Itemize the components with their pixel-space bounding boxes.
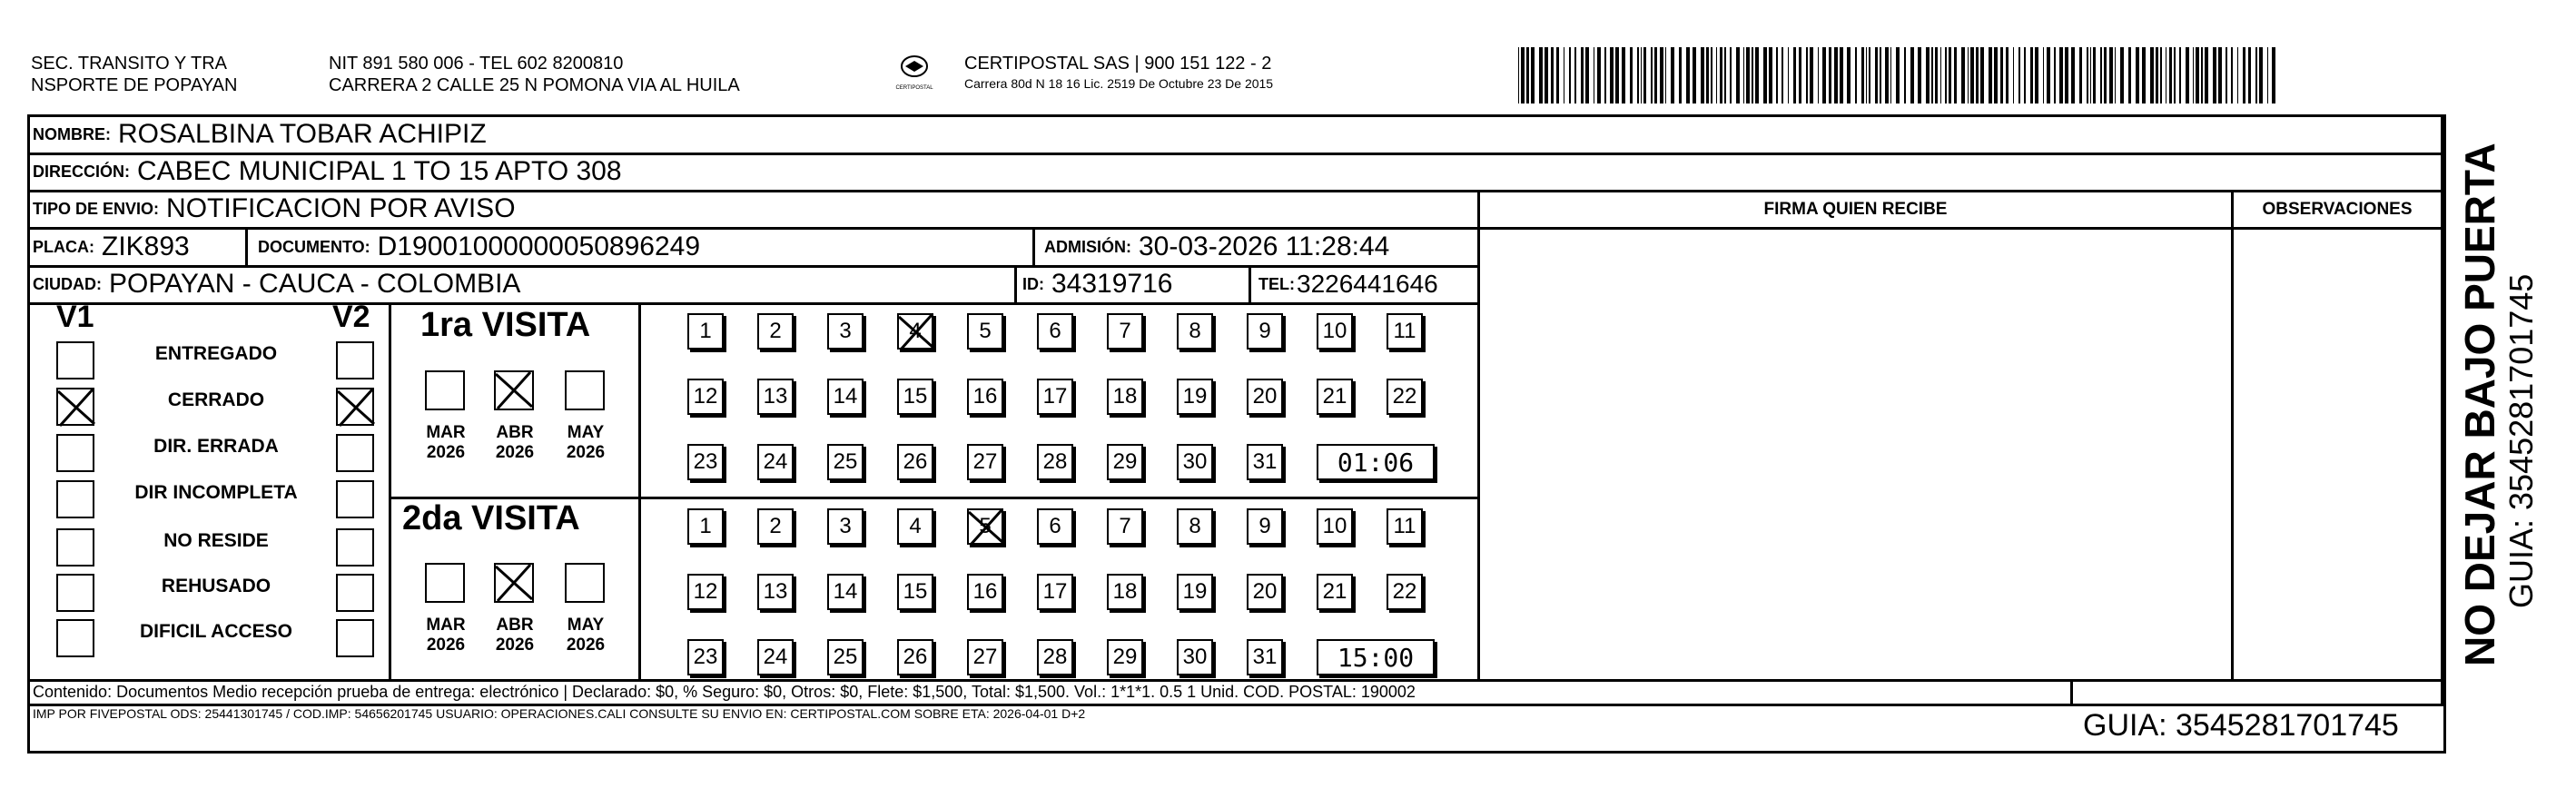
barcode-bar bbox=[2013, 47, 2014, 103]
day-box[interactable]: 21 bbox=[1317, 379, 1353, 415]
v1-checkbox[interactable] bbox=[56, 480, 94, 518]
day-box[interactable]: 23 bbox=[687, 639, 724, 675]
barcode-bar bbox=[1904, 47, 1907, 103]
barcode-bar bbox=[2272, 47, 2275, 103]
nombre-value: ROSALBINA TOBAR ACHIPIZ bbox=[118, 119, 487, 149]
barcode-bar bbox=[2018, 47, 2021, 103]
barcode-bar bbox=[2243, 47, 2245, 103]
day-box[interactable]: 8 bbox=[1177, 313, 1213, 350]
barcode-bar bbox=[1976, 47, 1979, 103]
v2-checkbox[interactable] bbox=[336, 434, 374, 472]
month-label: MAY bbox=[567, 423, 605, 442]
barcode-bar bbox=[1679, 47, 1682, 103]
barcode-bar bbox=[2160, 47, 2163, 103]
barcode-bar bbox=[1597, 47, 1601, 103]
firma-header: FIRMA QUIEN RECIBE bbox=[1763, 200, 1948, 219]
barcode-bar bbox=[2104, 47, 2107, 103]
barcode-bar bbox=[1818, 47, 1819, 103]
year-label: 2026 bbox=[426, 443, 466, 462]
barcode-bar bbox=[2237, 47, 2238, 103]
month-label: MAY bbox=[567, 616, 605, 635]
barcode-bar bbox=[1518, 47, 1519, 103]
day-box[interactable]: 5 bbox=[967, 508, 1003, 545]
barcode-bar bbox=[1918, 47, 1921, 103]
month-checkbox[interactable] bbox=[494, 563, 534, 603]
barcode-bar bbox=[2087, 47, 2089, 103]
barcode-bar bbox=[1855, 47, 1858, 103]
barcode-bar bbox=[1643, 47, 1646, 103]
sender-name-line1: SEC. TRANSITO Y TRA bbox=[31, 54, 227, 74]
barcode-bar bbox=[2035, 47, 2038, 103]
barcode-bar bbox=[1610, 47, 1614, 103]
year-label: 2026 bbox=[495, 443, 535, 462]
year-label: 2026 bbox=[566, 635, 606, 655]
visit2-title: 2da VISITA bbox=[402, 499, 580, 537]
tel-value: 3226441646 bbox=[1297, 270, 1438, 298]
tipo-row bbox=[33, 191, 516, 227]
documento-cell bbox=[258, 229, 700, 265]
barcode-bar bbox=[1531, 47, 1535, 103]
barcode-bar bbox=[2193, 47, 2194, 103]
day-box[interactable]: 14 bbox=[827, 379, 864, 415]
barcode-bar bbox=[1622, 47, 1625, 103]
placa-cell bbox=[33, 229, 190, 265]
sender-info bbox=[329, 53, 740, 96]
barcode-bar bbox=[2150, 47, 2154, 103]
status-label: REHUSADO bbox=[161, 576, 271, 596]
check-mark-icon bbox=[965, 507, 1005, 547]
barcode-bar bbox=[2196, 47, 2199, 103]
admision-value: 30-03-2026 11:28:44 bbox=[1139, 232, 1390, 261]
day-box[interactable]: 7 bbox=[1107, 313, 1143, 350]
day-box[interactable]: 12 bbox=[687, 574, 724, 610]
barcode-bar bbox=[1545, 47, 1548, 103]
barcode-bar bbox=[1637, 47, 1640, 103]
footer-imp: IMP POR FIVEPOSTAL ODS: 25441301745 / COD.IMP: 54656201745 USUARIO: OPERACIONES.CALI CONSULTE SU ENVIO EN: CERTIPOSTAL.COM SOBRE ETA: 2026-04-01 D+2 bbox=[33, 706, 1086, 721]
barcode-bar bbox=[1970, 47, 1974, 103]
barcode-bar bbox=[2142, 47, 2146, 103]
month-label: ABR bbox=[496, 423, 534, 442]
barcode-bar bbox=[1604, 47, 1607, 103]
carrier-info bbox=[964, 53, 1273, 93]
barcode-bar bbox=[1641, 47, 1642, 103]
v1-checkbox[interactable] bbox=[56, 619, 94, 657]
v1-checkbox[interactable] bbox=[56, 388, 94, 426]
barcode-bar bbox=[2071, 47, 2075, 103]
year-label: 2026 bbox=[426, 635, 466, 655]
barcode-bar bbox=[1945, 47, 1948, 103]
day-box[interactable]: 18 bbox=[1107, 379, 1143, 415]
admision-cell bbox=[1044, 229, 1389, 265]
barcode-bar bbox=[1861, 47, 1864, 103]
status-label: DIR INCOMPLETA bbox=[134, 482, 298, 503]
sender-address: CARRERA 2 CALLE 25 N POMONA VIA AL HUILA bbox=[329, 75, 740, 95]
barcode-bar bbox=[1793, 47, 1796, 103]
day-box[interactable]: 16 bbox=[967, 379, 1003, 415]
barcode-bar bbox=[1931, 47, 1934, 103]
barcode-bar bbox=[1880, 47, 1882, 103]
month-checkbox[interactable] bbox=[494, 370, 534, 410]
direccion-row bbox=[33, 153, 622, 190]
day-box[interactable]: 10 bbox=[1317, 508, 1353, 545]
barcode-bar bbox=[1551, 47, 1554, 103]
barcode-bar bbox=[1730, 47, 1732, 103]
barcode-bar bbox=[1654, 47, 1657, 103]
barcode-bar bbox=[1701, 47, 1704, 103]
barcode-bar bbox=[1711, 47, 1713, 103]
barcode-bar bbox=[2024, 47, 2027, 103]
barcode-bar bbox=[2059, 47, 2063, 103]
day-box[interactable]: 10 bbox=[1317, 313, 1353, 350]
visit1-title: 1ra VISITA bbox=[420, 306, 591, 344]
day-box[interactable]: 21 bbox=[1317, 574, 1353, 610]
barcode-bar bbox=[1810, 47, 1813, 103]
barcode-bar bbox=[1866, 47, 1867, 103]
v2-checkbox[interactable] bbox=[336, 574, 374, 612]
barcode-bar bbox=[1890, 47, 1891, 103]
barcode-bar bbox=[1869, 47, 1871, 103]
status-label: ENTREGADO bbox=[154, 343, 278, 364]
barcode-bar bbox=[2169, 47, 2172, 103]
time-box[interactable]: 01:06 bbox=[1317, 444, 1435, 480]
check-mark-icon bbox=[54, 386, 96, 428]
barcode-bar bbox=[2259, 47, 2263, 103]
footer-contenido: Contenido: Documentos Medio recepción prueba de entrega: electrónico | Declarado: $0, % Seguro: $0, Otros: $0, Flete: $1,500, Total: $1,500. Vol.: 1*1*1. 0.5 1 Unid. COD. POSTAL: 190002 bbox=[33, 683, 1416, 701]
v1-checkbox[interactable] bbox=[56, 341, 94, 379]
barcode-bar bbox=[1556, 47, 1559, 103]
day-box[interactable]: 14 bbox=[827, 574, 864, 610]
barcode-bar bbox=[1671, 47, 1674, 103]
barcode-bar bbox=[2030, 47, 2033, 103]
barcode-bar bbox=[1896, 47, 1900, 103]
barcode-bar bbox=[1968, 47, 1969, 103]
barcode-bar bbox=[2186, 47, 2189, 103]
day-box[interactable]: 24 bbox=[757, 444, 794, 480]
carrier-name: CERTIPOSTAL SAS | 900 151 122 - 2 bbox=[964, 54, 1272, 74]
day-box[interactable]: 9 bbox=[1247, 313, 1283, 350]
day-box[interactable]: 6 bbox=[1037, 508, 1073, 545]
time-box[interactable]: 15:00 bbox=[1317, 639, 1435, 675]
barcode-bar bbox=[2047, 47, 2050, 103]
observaciones-area[interactable] bbox=[2234, 228, 2441, 679]
footer-guia: GUIA: 3545281701745 bbox=[2083, 708, 2399, 743]
id-value: 34319716 bbox=[1051, 269, 1173, 299]
observaciones-header: OBSERVACIONES bbox=[2262, 200, 2413, 219]
barcode-bar bbox=[1769, 47, 1772, 103]
barcode-bar bbox=[2006, 47, 2008, 103]
barcode-bar bbox=[1781, 47, 1784, 103]
day-box[interactable]: 28 bbox=[1037, 444, 1073, 480]
year-label: 2026 bbox=[495, 635, 535, 655]
day-box[interactable]: 22 bbox=[1387, 574, 1423, 610]
year-label: 2026 bbox=[566, 443, 606, 462]
day-box[interactable]: 11 bbox=[1387, 508, 1423, 545]
direccion-value: CABEC MUNICIPAL 1 TO 15 APTO 308 bbox=[137, 156, 622, 186]
barcode-bar bbox=[1724, 47, 1727, 103]
barcode-bar bbox=[2136, 47, 2139, 103]
barcode-bar bbox=[1746, 47, 1750, 103]
v1-checkbox[interactable] bbox=[56, 528, 94, 566]
day-box[interactable]: 30 bbox=[1177, 639, 1213, 675]
day-box[interactable]: 5 bbox=[967, 313, 1003, 350]
barcode-bar bbox=[1581, 47, 1584, 103]
barcode-bar bbox=[1834, 47, 1838, 103]
month-checkbox[interactable] bbox=[565, 370, 605, 410]
day-box[interactable]: 31 bbox=[1247, 444, 1283, 480]
barcode-bar bbox=[1716, 47, 1717, 103]
barcode-bar bbox=[1980, 47, 1984, 103]
status-label: NO RESIDE bbox=[163, 530, 269, 551]
month-checkbox[interactable] bbox=[425, 370, 465, 410]
day-box[interactable]: 2 bbox=[757, 313, 794, 350]
barcode-bar bbox=[1763, 47, 1767, 103]
check-mark-icon bbox=[334, 386, 376, 428]
day-box[interactable]: 20 bbox=[1247, 574, 1283, 610]
barcode-bar bbox=[1651, 47, 1653, 103]
month-label: MAR bbox=[426, 616, 466, 635]
day-box[interactable]: 4 bbox=[897, 508, 933, 545]
barcode-bar bbox=[2205, 47, 2208, 103]
day-box[interactable]: 28 bbox=[1037, 639, 1073, 675]
barcode-bar bbox=[2093, 47, 2096, 103]
day-box[interactable]: 18 bbox=[1107, 574, 1143, 610]
barcode-bar bbox=[2120, 47, 2124, 103]
barcode-bar bbox=[1847, 47, 1851, 103]
day-box[interactable]: 16 bbox=[967, 574, 1003, 610]
barcode-bar bbox=[1776, 47, 1779, 103]
v2-label: V2 bbox=[332, 300, 370, 334]
barcode-bar bbox=[1526, 47, 1529, 103]
barcode-bar bbox=[1630, 47, 1633, 103]
barcode-bar bbox=[2079, 47, 2082, 103]
barcode-bar bbox=[1935, 47, 1938, 103]
barcode-bar bbox=[2054, 47, 2057, 103]
barcode-bar bbox=[1720, 47, 1722, 103]
day-box[interactable]: 29 bbox=[1107, 639, 1143, 675]
side-warning: NO DEJAR BAJO PUERTA bbox=[2456, 143, 2503, 666]
day-box[interactable]: 1 bbox=[687, 313, 724, 350]
day-box[interactable]: 15 bbox=[897, 379, 933, 415]
id-cell bbox=[1022, 266, 1172, 302]
barcode-bar bbox=[2043, 47, 2044, 103]
day-box[interactable]: 23 bbox=[687, 444, 724, 480]
footer-frame bbox=[27, 679, 2446, 754]
day-box[interactable]: 19 bbox=[1177, 379, 1213, 415]
nombre-label: NOMBRE: bbox=[33, 125, 111, 143]
tipo-label: TIPO DE ENVIO: bbox=[33, 200, 160, 218]
barcode bbox=[1518, 47, 2274, 103]
barcode-bar bbox=[2226, 47, 2228, 103]
barcode-bar bbox=[2100, 47, 2103, 103]
placa-label: PLACA: bbox=[33, 238, 94, 256]
v1-checkbox[interactable] bbox=[56, 434, 94, 472]
barcode-bar bbox=[2255, 47, 2258, 103]
day-box[interactable]: 3 bbox=[827, 508, 864, 545]
barcode-bar bbox=[2231, 47, 2234, 103]
status-label: CERRADO bbox=[167, 389, 265, 410]
carrier-license: Carrera 80d N 18 16 Lic. 2519 De Octubre 23 De 2015 bbox=[964, 76, 1274, 91]
barcode-bar bbox=[2218, 47, 2222, 103]
barcode-bar bbox=[2065, 47, 2068, 103]
barcode-bar bbox=[2248, 47, 2251, 103]
barcode-bar bbox=[1539, 47, 1543, 103]
direccion-label: DIRECCIÓN: bbox=[33, 163, 130, 181]
nombre-row bbox=[33, 116, 487, 153]
day-box[interactable]: 4 bbox=[897, 313, 933, 350]
barcode-bar bbox=[2156, 47, 2158, 103]
placa-value: ZIK893 bbox=[102, 232, 190, 261]
day-box[interactable]: 25 bbox=[827, 444, 864, 480]
v2-checkbox[interactable] bbox=[336, 528, 374, 566]
day-box[interactable]: 2 bbox=[757, 508, 794, 545]
day-box[interactable]: 13 bbox=[757, 574, 794, 610]
day-box[interactable]: 30 bbox=[1177, 444, 1213, 480]
ciudad-value: POPAYAN - CAUCA - COLOMBIA bbox=[109, 269, 521, 299]
admision-label: ADMISIÓN: bbox=[1044, 238, 1131, 256]
ciudad-cell bbox=[33, 266, 520, 302]
day-box[interactable]: 17 bbox=[1037, 379, 1073, 415]
barcode-bar bbox=[1574, 47, 1577, 103]
barcode-bar bbox=[1806, 47, 1809, 103]
month-checkbox[interactable] bbox=[425, 563, 465, 603]
v1-checkbox[interactable] bbox=[56, 574, 94, 612]
tipo-value: NOTIFICACION POR AVISO bbox=[166, 193, 516, 223]
day-box[interactable]: 26 bbox=[897, 639, 933, 675]
v2-checkbox[interactable] bbox=[336, 388, 374, 426]
day-box[interactable]: 12 bbox=[687, 379, 724, 415]
day-box[interactable]: 29 bbox=[1107, 444, 1143, 480]
documento-label: DOCUMENTO: bbox=[258, 238, 370, 256]
status-label: DIFICIL ACCESO bbox=[139, 621, 292, 642]
month-label: ABR bbox=[496, 616, 534, 635]
barcode-bar bbox=[1989, 47, 1992, 103]
barcode-bar bbox=[1755, 47, 1759, 103]
side-frame bbox=[2443, 114, 2446, 706]
barcode-bar bbox=[1799, 47, 1801, 103]
barcode-bar bbox=[1949, 47, 1951, 103]
day-box[interactable]: 6 bbox=[1037, 313, 1073, 350]
barcode-bar bbox=[2267, 47, 2268, 103]
day-box[interactable]: 25 bbox=[827, 639, 864, 675]
check-mark-icon bbox=[492, 369, 534, 410]
v2-checkbox[interactable] bbox=[336, 480, 374, 518]
barcode-bar bbox=[1910, 47, 1914, 103]
check-mark-icon bbox=[492, 561, 534, 603]
firma-area[interactable] bbox=[1480, 228, 2231, 679]
day-box[interactable]: 15 bbox=[897, 574, 933, 610]
day-box[interactable]: 8 bbox=[1177, 508, 1213, 545]
day-box[interactable]: 31 bbox=[1247, 639, 1283, 675]
day-box[interactable]: 27 bbox=[967, 639, 1003, 675]
v2-checkbox[interactable] bbox=[336, 619, 374, 657]
barcode-bar bbox=[1706, 47, 1709, 103]
day-box[interactable]: 20 bbox=[1247, 379, 1283, 415]
barcode-bar bbox=[1994, 47, 1998, 103]
barcode-bar bbox=[1752, 47, 1754, 103]
day-box[interactable]: 27 bbox=[967, 444, 1003, 480]
v2-checkbox[interactable] bbox=[336, 341, 374, 379]
logo-icon bbox=[896, 53, 933, 80]
barcode-bar bbox=[1693, 47, 1696, 103]
certipostal-logo bbox=[892, 53, 937, 94]
barcode-bar bbox=[1926, 47, 1930, 103]
side-guia: GUIA: 3545281701745 bbox=[2502, 273, 2540, 608]
barcode-bar bbox=[1822, 47, 1826, 103]
ciudad-label: CIUDAD: bbox=[33, 275, 102, 293]
day-box[interactable]: 7 bbox=[1107, 508, 1143, 545]
barcode-bar bbox=[1875, 47, 1878, 103]
barcode-bar bbox=[1829, 47, 1831, 103]
barcode-bar bbox=[1521, 47, 1525, 103]
v1-label: V1 bbox=[56, 300, 94, 334]
barcode-bar bbox=[2179, 47, 2182, 103]
barcode-bar bbox=[1736, 47, 1740, 103]
barcode-bar bbox=[1940, 47, 1941, 103]
barcode-bar bbox=[1840, 47, 1843, 103]
day-box[interactable]: 26 bbox=[897, 444, 933, 480]
barcode-bar bbox=[2174, 47, 2176, 103]
month-label: MAR bbox=[426, 423, 466, 442]
barcode-bar bbox=[2128, 47, 2131, 103]
sender-name bbox=[31, 53, 237, 96]
day-box[interactable]: 1 bbox=[687, 508, 724, 545]
day-box[interactable]: 13 bbox=[757, 379, 794, 415]
id-label: ID: bbox=[1022, 275, 1044, 293]
barcode-bar bbox=[1954, 47, 1957, 103]
barcode-bar bbox=[1961, 47, 1965, 103]
barcode-bar bbox=[1885, 47, 1889, 103]
barcode-bar bbox=[1743, 47, 1744, 103]
check-mark-icon bbox=[895, 311, 935, 351]
logo-caption: CERTIPOSTAL bbox=[895, 85, 933, 91]
barcode-bar bbox=[2115, 47, 2116, 103]
tel-cell bbox=[1258, 266, 1438, 302]
barcode-bar bbox=[1569, 47, 1572, 103]
barcode-bar bbox=[2109, 47, 2113, 103]
day-box[interactable]: 24 bbox=[757, 639, 794, 675]
barcode-bar bbox=[2000, 47, 2003, 103]
barcode-bar bbox=[1585, 47, 1589, 103]
day-box[interactable]: 3 bbox=[827, 313, 864, 350]
barcode-bar bbox=[1665, 47, 1666, 103]
tel-label: TEL: bbox=[1258, 275, 1295, 293]
barcode-bar bbox=[1660, 47, 1663, 103]
sender-name-line2: NSPORTE DE POPAYAN bbox=[31, 75, 238, 95]
barcode-bar bbox=[2201, 47, 2204, 103]
barcode-bar bbox=[1788, 47, 1789, 103]
barcode-bar bbox=[1686, 47, 1690, 103]
documento-value: D19001000000050896249 bbox=[377, 232, 701, 261]
sender-nit: NIT 891 580 006 - TEL 602 8200810 bbox=[329, 54, 624, 74]
day-box[interactable]: 17 bbox=[1037, 574, 1073, 610]
day-box[interactable]: 11 bbox=[1387, 313, 1423, 350]
day-box[interactable]: 19 bbox=[1177, 574, 1213, 610]
month-checkbox[interactable] bbox=[565, 563, 605, 603]
barcode-bar bbox=[1615, 47, 1619, 103]
day-box[interactable]: 9 bbox=[1247, 508, 1283, 545]
day-box[interactable]: 22 bbox=[1387, 379, 1423, 415]
barcode-bar bbox=[2090, 47, 2091, 103]
barcode-bar bbox=[2213, 47, 2216, 103]
status-label: DIR. ERRADA bbox=[153, 436, 279, 457]
